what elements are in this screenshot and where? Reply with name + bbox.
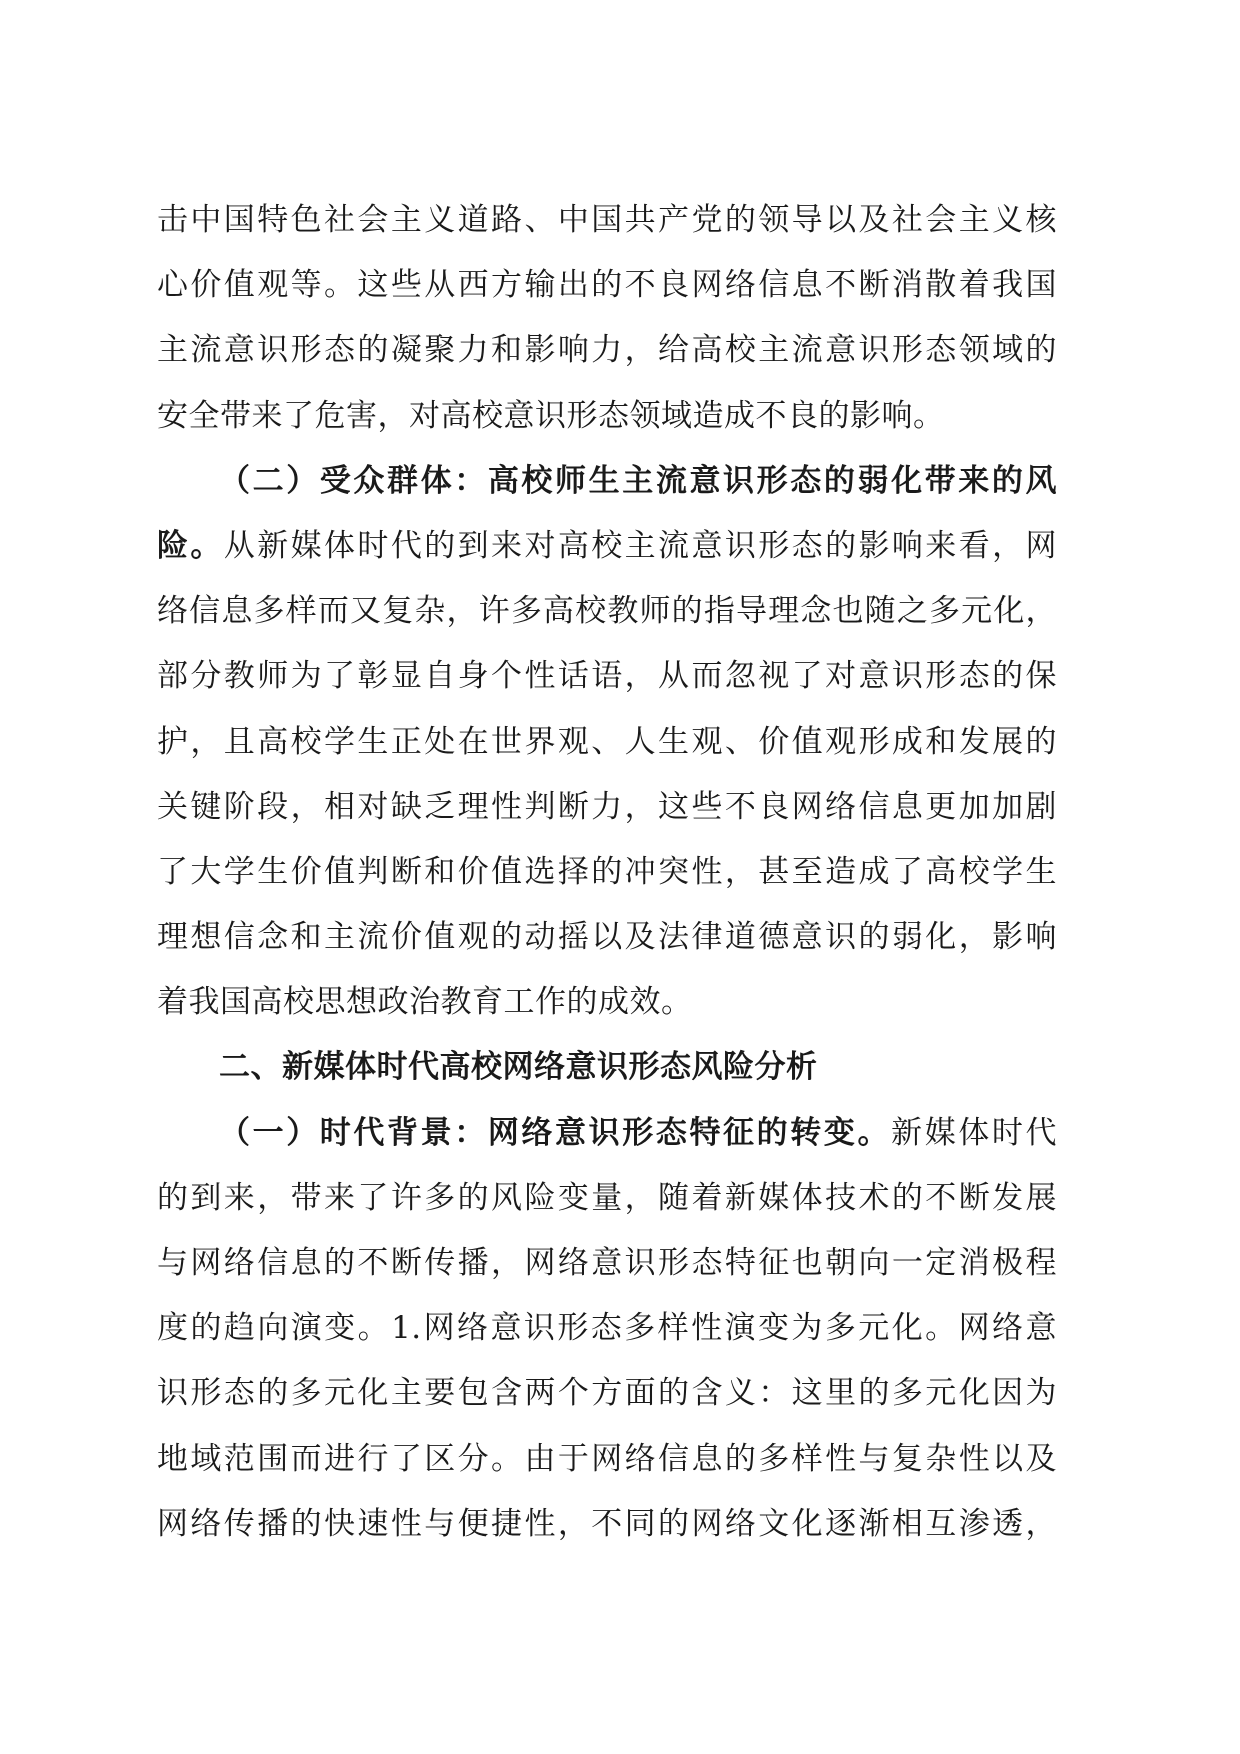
text-line: 识形态的多元化主要包含两个方面的含义：这里的多元化因为 (157, 1375, 1057, 1412)
text-line: 地域范围而进行了区分。由于网络信息的多样性与复杂性以及 (157, 1440, 1057, 1477)
text-line: 安全带来了危害，对高校意识形态领域造成不良的影响。 (157, 397, 945, 434)
text-line: 关键阶段，相对缺乏理性判断力，这些不良网络信息更加加剧 (157, 788, 1057, 825)
subheading-era: （一）时代背景：网络意识形态特征的转变。 (219, 1114, 892, 1151)
text-line: 主流意识形态的凝聚力和影响力，给高校主流意识形态领域的 (157, 332, 1057, 369)
text-line: 络信息多样而又复杂，许多高校教师的指导理念也随之多元化， (157, 593, 1057, 630)
text-line: 了大学生价值判断和价值选择的冲突性，甚至造成了高校学生 (157, 853, 1057, 890)
text-line: 着我国高校思想政治教育工作的成效。 (157, 984, 693, 1021)
subheading-line (157, 449, 1057, 514)
text-line: 度的趋向演变。1.网络意识形态多样性演变为多元化。网络意 (157, 1310, 1057, 1347)
body-text (157, 188, 1057, 1557)
text-span: 新媒体时代 (891, 1114, 1058, 1151)
subheading-audience: （二）受众群体：高校师生主流意识形态的弱化带来的风 (219, 462, 1057, 499)
text-line (157, 1101, 1057, 1166)
subheading-audience-end: 险。 (157, 527, 224, 564)
text-line: 护，且高校学生正处在世界观、人生观、价值观形成和发展的 (157, 723, 1057, 760)
text-line: 与网络信息的不断传播，网络意识形态特征也朝向一定消极程 (157, 1245, 1057, 1281)
text-line: 部分教师为了彰显自身个性话语，从而忽视了对意识形态的保 (157, 658, 1057, 695)
text-line: 的到来，带来了许多的风险变量，随着新媒体技术的不断发展 (157, 1179, 1057, 1216)
text-line (157, 514, 1057, 579)
text-line: 网络传播的快速性与便捷性，不同的网络文化逐渐相互渗透， (157, 1505, 1057, 1542)
text-span: 从新媒体时代的到来对高校主流意识形态的影响来看，网 (223, 527, 1058, 564)
text-line: 心价值观等。这些从西方输出的不良网络信息不断消散着我国 (157, 267, 1057, 304)
text-line: 击中国特色社会主义道路、中国共产党的领导以及社会主义核 (157, 202, 1057, 238)
section-heading: 二、新媒体时代高校网络意识形态风险分析 (219, 1049, 818, 1086)
text-line: 理想信念和主流价值观的动摇以及法律道德意识的弱化，影响 (157, 919, 1057, 956)
